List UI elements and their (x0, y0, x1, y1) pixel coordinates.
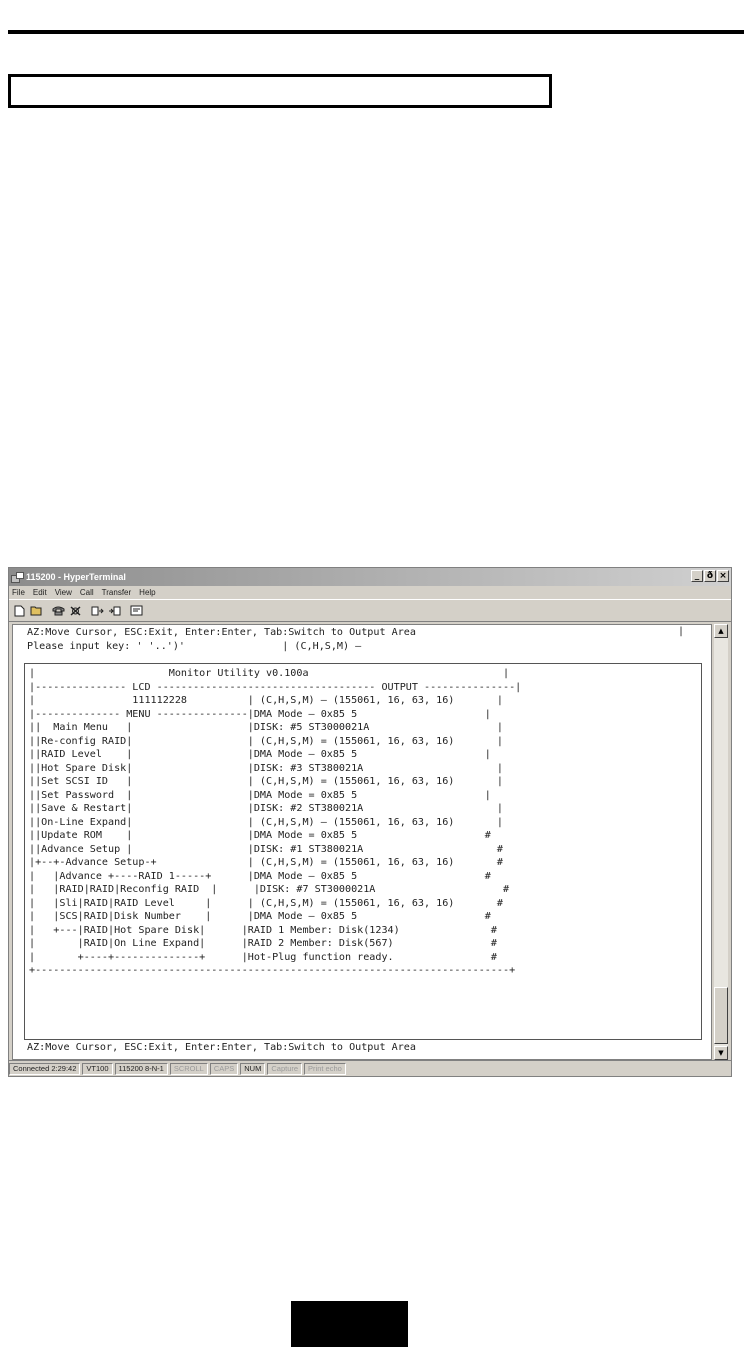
terminal-line: ||Advance Setup | |DISK: #1 ST380021A # (29, 843, 504, 855)
menu-bar (9, 586, 731, 599)
terminal-line: |+--+-Advance Setup-+ | (C,H,S,M) = (155061, 16, 63, 16) # (29, 857, 504, 868)
terminal-line: | |SCS|RAID|Disk Number | |DMA Mode — 0x85 5 # (29, 911, 491, 922)
terminal-line: | +----+--------------+ |Hot-Plug function ready. # (29, 951, 497, 963)
status-cell: NUM (240, 1063, 265, 1075)
status-cell: 115200 8-N-1 (115, 1063, 168, 1075)
status-bar (9, 1060, 731, 1076)
menu-file[interactable]: File (12, 588, 25, 597)
receive-icon[interactable] (107, 603, 122, 618)
disconnect-icon[interactable] (68, 603, 83, 618)
terminal-line: ||Set Password | |DMA Mode = 0x85 5 | (29, 789, 491, 801)
menu-transfer[interactable]: Transfer (101, 588, 132, 597)
terminal-line: | +---|RAID|Hot Spare Disk| |RAID 1 Member: Disk(1234) # (29, 924, 497, 936)
new-icon[interactable] (12, 603, 27, 618)
scroll-thumb[interactable] (714, 987, 728, 1044)
terminal-line: | |RAID|On Line Expand| |RAID 2 Member: Disk(567) # (29, 938, 497, 949)
toolbar (9, 599, 731, 622)
status-cell: SCROLL (170, 1063, 208, 1075)
terminal-line: | |Sli|RAID|RAID Level | | (C,H,S,M) = (155061, 16, 63, 16) # (29, 897, 504, 909)
menu-help[interactable]: Help (139, 588, 156, 597)
hyperterminal-window (8, 567, 732, 1077)
terminal-line: ||Save & Restart| |DISK: #2 ST380021A | (29, 803, 504, 814)
page-number-block (291, 1301, 408, 1347)
monitor-utility-frame (24, 663, 702, 1040)
window-title: 115200 - HyperTerminal (26, 572, 126, 582)
terminal-line: ||Hot Spare Disk| |DISK: #3 ST380021A | (29, 762, 504, 774)
top-rule (8, 30, 744, 34)
terminal-screen[interactable] (12, 624, 712, 1060)
status-cell: CAPS (210, 1063, 238, 1075)
open-icon[interactable] (29, 603, 44, 618)
help-line: AZ:Move Cursor, ESC:Exit, Enter:Enter, Tab:Switch to Output Area (27, 627, 416, 638)
section-header-box (8, 74, 552, 108)
menu-call[interactable]: Call (79, 588, 94, 597)
terminal-line: | 111112228 | (C,H,S,M) — (155061, 16, 63, 16) | (29, 695, 504, 706)
top-right-mark: | (678, 626, 685, 637)
terminal-line: ||Set SCSI ID | | (C,H,S,M) = (155061, 16, 63, 16) | (29, 776, 504, 787)
properties-icon[interactable] (129, 603, 144, 618)
status-cell: Print echo (304, 1063, 346, 1075)
terminal-line: ||Re-config RAID| | (C,H,S,M) = (155061, 16, 63, 16) | (29, 735, 504, 747)
terminal-line: ||RAID Level | |DMA Mode — 0x85 5 | (29, 749, 491, 760)
status-cell: Connected 2:29:42 (9, 1063, 80, 1075)
terminal-line: | Monitor Utility v0.100a | (29, 668, 510, 679)
maximize-button[interactable]: ð (704, 570, 716, 582)
terminal-line: ||On-Line Expand| | (C,H,S,M) — (155061, 16, 63, 16) | (29, 816, 504, 828)
scroll-up-button[interactable]: ▲ (714, 624, 728, 638)
call-icon[interactable] (51, 603, 66, 618)
menu-edit[interactable]: Edit (32, 588, 47, 597)
window-controls (691, 570, 729, 582)
status-help-line: AZ:Move Cursor, ESC:Exit, Enter:Enter, Tab:Switch to Output Area (27, 1042, 416, 1053)
terminal-line: | |Advance +----RAID 1-----+ |DMA Mode — 0x85 5 # (29, 870, 491, 882)
menu-view[interactable]: View (54, 588, 72, 597)
hyperterminal-app-icon[interactable] (11, 572, 23, 583)
title-bar[interactable] (9, 568, 731, 586)
send-icon[interactable] (90, 603, 105, 618)
terminal-line: ||Update ROM | |DMA Mode = 0x85 5 # (29, 830, 491, 841)
minimize-button[interactable]: _ (691, 570, 703, 582)
terminal-line: +------------------------------------------------------------------------------+ (29, 965, 516, 976)
monitor-utility-lines (25, 664, 701, 978)
terminal-top-area (13, 625, 711, 653)
close-button[interactable]: × (717, 570, 729, 582)
prompt-line: Please input key: ' '..')' | (C,H,S,M) — (27, 640, 362, 652)
status-cell: Capture (267, 1063, 302, 1075)
status-cell: VT100 (82, 1063, 112, 1075)
vertical-scrollbar[interactable] (714, 624, 728, 1060)
terminal-line: |-------------- MENU ---------------|DMA Mode — 0x85 5 | (29, 708, 491, 720)
terminal-line: | |RAID|RAID|Reconfig RAID | |DISK: #7 ST3000021A # (29, 884, 510, 895)
terminal-line: || Main Menu | |DISK: #5 ST3000021A | (29, 722, 504, 733)
scroll-down-button[interactable]: ▼ (714, 1046, 728, 1060)
terminal-line: |--------------- LCD ------------------------------------ OUTPUT ---------------| (29, 681, 522, 693)
